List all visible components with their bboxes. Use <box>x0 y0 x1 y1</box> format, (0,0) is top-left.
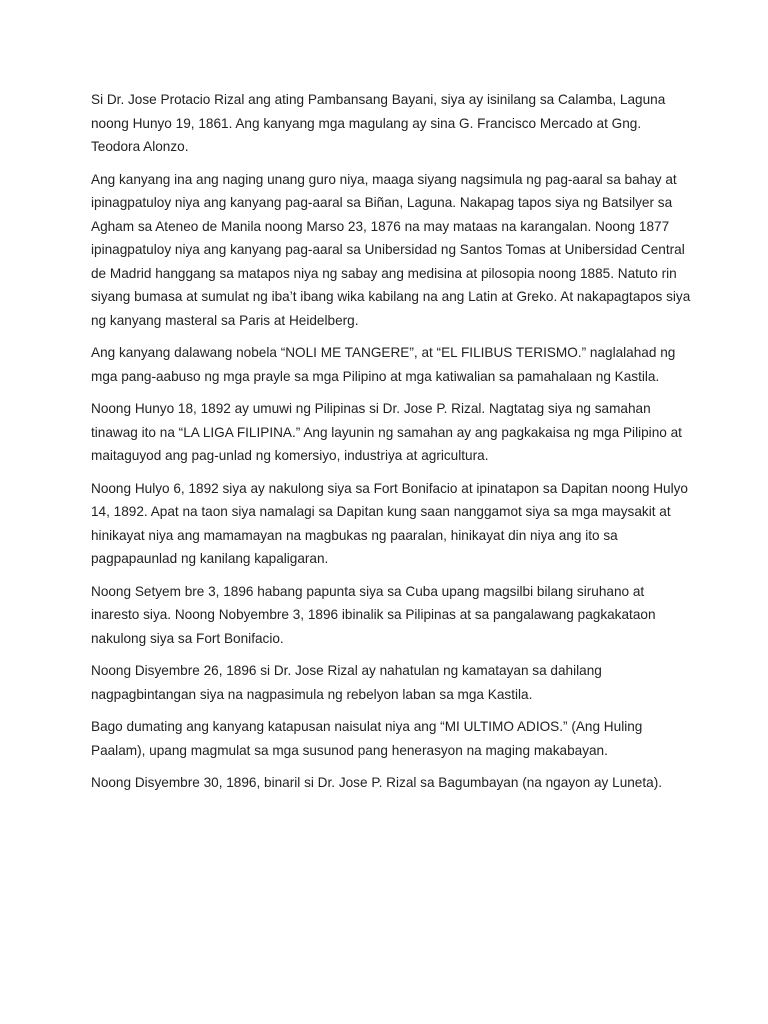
paragraph-8: Bago dumating ang kanyang katapusan naisulat niya ang “MI ULTIMO ADIOS.” (Ang Huling Paalam), upang magmulat sa mga susunod pang henerasyon na maging makabayan. <box>91 719 643 758</box>
paragraph-4: Noong Hunyo 18, 1892 ay umuwi ng Pilipinas si Dr. Jose P. Rizal. Nagtatag siya ng samahan tinawag ito na “LA LIGA FILIPINA.” Ang layunin ng samahan ay ang pagkakaisa ng mga Pilipino at maitaguyod ang pag-unlad ng komersiyo, industriya at agricultura. <box>91 401 682 463</box>
paragraph-3: Ang kanyang dalawang nobela “NOLI ME TANGERE”, at “EL FILIBUS TERISMO.” naglalahad ng mga pang-aabuso ng mga prayle sa mga Pilipino at mga katiwalian sa pamahalaan ng Kastila. <box>91 345 676 384</box>
paragraph-2: Ang kanyang ina ang naging unang guro niya, maaga siyang nagsimula ng pag-aaral sa bahay at ipinagpatuloy niya ang kanyang pag-aaral sa Biñan, Laguna. Nakapag tapos siya ng Batsilyer sa Agham sa Ateneo de Manila noong Marso 23, 1876 na may mataas na karangalan. Noong 1877 ipinagpatuloy niya ang kanyang pag-aaral sa Unibersidad ng Santos Tomas at Unibersidad Central de Madrid hanggang sa matapos niya ng sabay ang medisina at pilosopia noong 1885. Natuto rin siyang bumasa at sumulat ng iba’t ibang wika kabilang na ang Latin at Greko. At nakapagtapos siya ng kanyang masteral sa Paris at Heidelberg. <box>91 171 691 328</box>
document-body <box>91 88 691 804</box>
paragraph-9: Noong Disyembre 30, 1896, binaril si Dr. Jose P. Rizal sa Bagumbayan (na ngayon ay Luneta). <box>91 775 663 790</box>
paragraph-6: Noong Setyem bre 3, 1896 habang papunta siya sa Cuba upang magsilbi bilang siruhano at inaresto siya. Noong Nobyembre 3, 1896 ibinalik sa Pilipinas at sa pangalawang pagkakataon nakulong siya sa Fort Bonifacio. <box>91 583 656 646</box>
paragraph-1: Si Dr. Jose Protacio Rizal ang ating Pambansang Bayani, siya ay isinilang sa Calamba, Laguna noong Hunyo 19, 1861. Ang kanyang mga magulang ay sina G. Francisco Mercado at Gng. Teodora Alonzo. <box>91 92 666 154</box>
paragraph-7: Noong Disyembre 26, 1896 si Dr. Jose Rizal ay nahatulan ng kamatayan sa dahilang nagpagbintangan siya na nagpasimula ng rebelyon laban sa mga Kastila. <box>91 663 602 702</box>
paragraph-5: Noong Hulyo 6, 1892 siya ay nakulong siya sa Fort Bonifacio at ipinatapon sa Dapitan noong Hulyo 14, 1892. Apat na taon siya namalagi sa Dapitan kung saan nanggamot siya sa mga maysakit at hinikayat niya ang mamamayan na magbukas ng paaralan, hinikayat din niya ang ito sa pagpapaunlad ng kanilang kapaligaran. <box>91 480 688 566</box>
